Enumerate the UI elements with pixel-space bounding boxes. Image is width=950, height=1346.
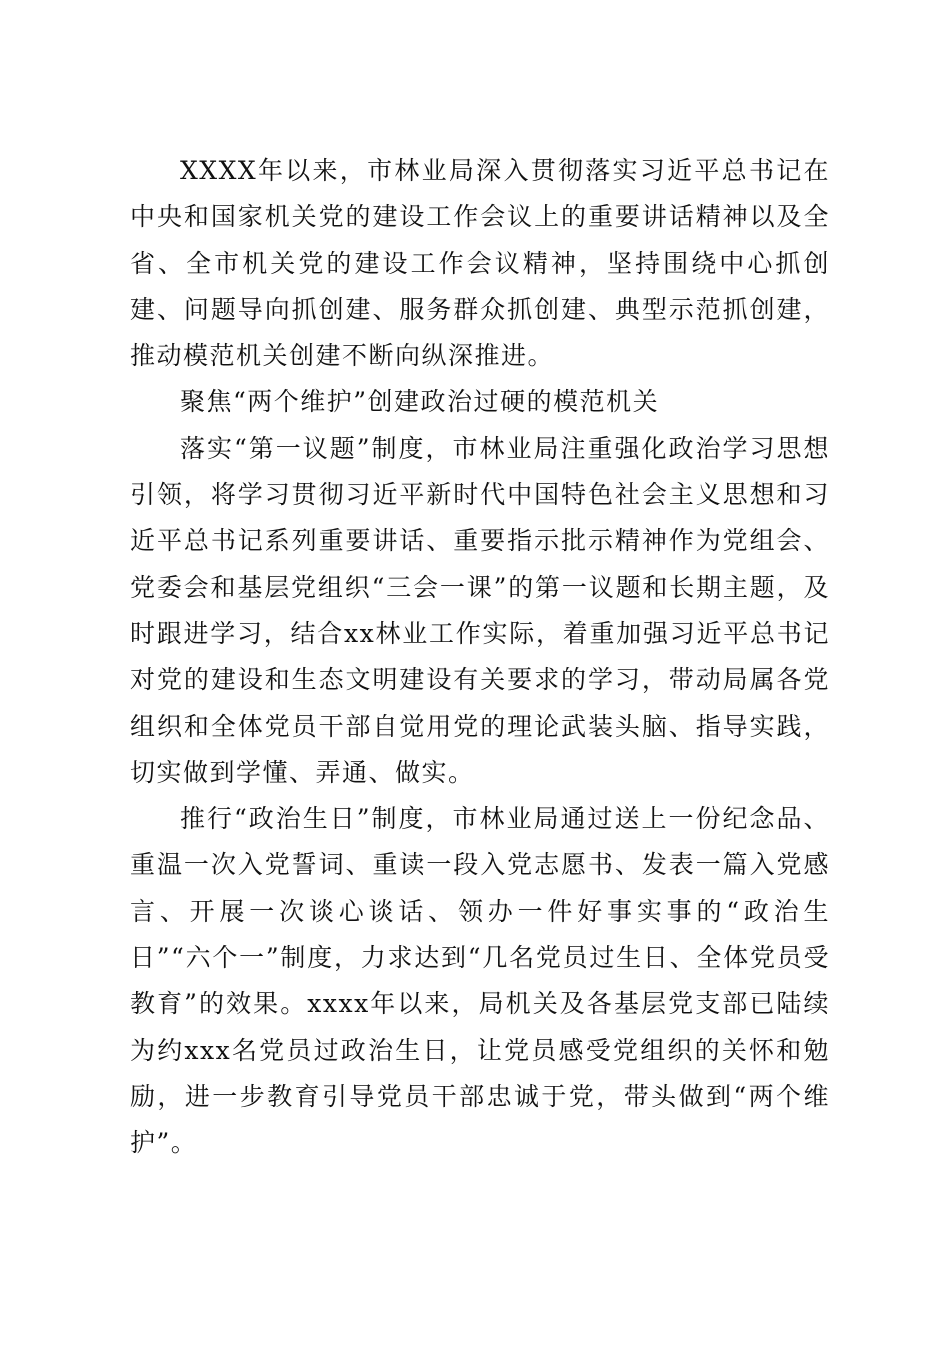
section-heading: 聚焦“两个维护”创建政治过硬的模范机关: [180, 387, 660, 417]
first-topic-paragraph: 落实“第一议题”制度，市林业局注重强化政治学习思想引领，将学习贯彻习近平新时代中国特色社会主义思想和习近平总书记系列重要讲话、重要指示批示精神作为党组会、党委会和基层党组织“三会一课”的第一议题和长期主题，及时跟进学习，结合xx林业工作实际，着重加强习近平总书记对党的建设和生态文明建设有关要求的学习，带动局属各党组织和全体党员干部自觉用党的理论武装头脑、指导实践，切实做到学懂、弄通、做实。: [130, 433, 830, 787]
intro-paragraph: XXXX年以来，市林业局深入贯彻落实习近平总书记在中央和国家机关党的建设工作会议上的重要讲话精神以及全省、全市机关党的建设工作会议精神，坚持围绕中心抓创建、问题导向抓创建、服务群众抓创建、典型示范抓创建，推动模范机关创建不断向纵深推进。: [130, 156, 830, 371]
political-birthday-paragraph: 推行“政治生日”制度，市林业局通过送上一份纪念品、重温一次入党誓词、重读一段入党志愿书、发表一篇入党感言、开展一次谈心谈话、领办一件好事实事的“政治生日”“六个一”制度，力求达到“几名党员过生日、全体党员受教育”的效果。xxxx年以来，局机关及各基层党支部已陆续为约xxx名党员过政治生日，让党员感受党组织的关怀和勉励，进一步教育引导党员干部忠诚于党，带头做到“两个维护”。: [130, 804, 830, 1158]
document-body: [130, 148, 830, 1167]
